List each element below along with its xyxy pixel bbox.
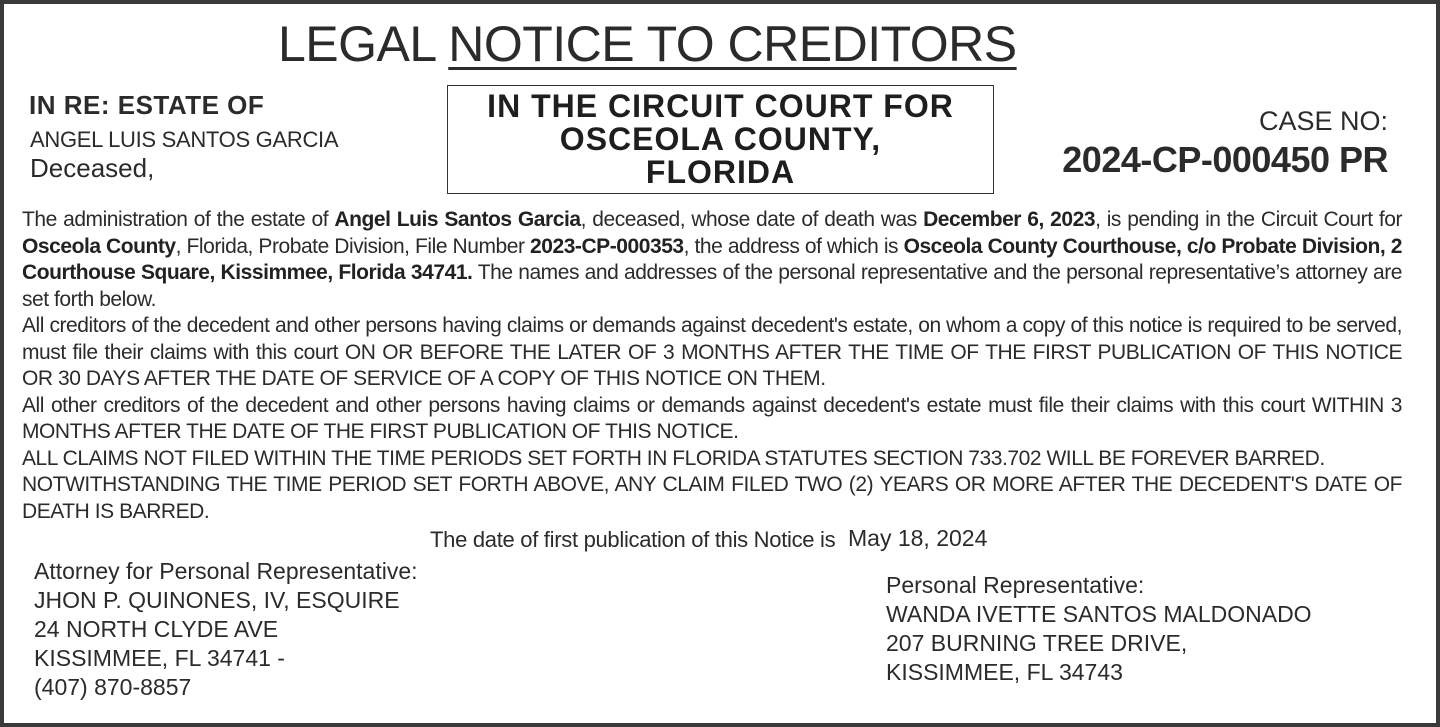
court-name: IN THE CIRCUIT COURT FOR OSCEOLA COUNTY, FLORIDA	[487, 88, 954, 190]
text-span: , deceased, whose date of death was	[580, 208, 924, 231]
title-notice-to-creditors: NOTICE TO CREDITORS	[448, 16, 1017, 72]
date-of-death: December 6, 2023	[923, 208, 1096, 231]
attorney-block	[34, 557, 418, 702]
text-span: , the address of which is	[683, 234, 904, 258]
attorney-city: KISSIMMEE, FL 34741 -	[34, 645, 285, 671]
in-re-label: IN RE: ESTATE OF	[29, 90, 265, 120]
page-title	[278, 16, 1017, 72]
deceased-name: ANGEL LUIS SANTOS GARCIA	[30, 127, 339, 152]
representative-name: WANDA IVETTE SANTOS MALDONADO	[886, 601, 1312, 627]
decedent-name: Angel Luis Santos Garcia	[334, 208, 581, 231]
notice-paragraph-4: ALL CLAIMS NOT FILED WITHIN THE TIME PERIODS SET FORTH IN FLORIDA STATUTES SECTION 733.702 WILL BE FOREVER BARRED.	[22, 446, 1325, 470]
representative-block	[886, 571, 1312, 687]
title-legal: LEGAL	[278, 16, 449, 72]
attorney-heading: Attorney for Personal Representative:	[34, 558, 418, 584]
attorney-street: 24 NORTH CLYDE AVE	[34, 616, 279, 642]
case-number: 2024-CP-000450 PR	[1062, 139, 1388, 180]
text-span: , is pending in the Circuit Court for	[1095, 208, 1402, 231]
notice-paragraph-3: All other creditors of the decedent and other persons having claims or demands against decedent's estate must file their claims with this court WITHIN 3 MONTHS AFTER THE DATE OF THE FIRST PUBLICATION OF THIS NOTICE.	[22, 393, 1402, 443]
text-span: , Florida, Probate Division, File Number	[175, 234, 530, 258]
publication-label: The date of first publication of this Notice is	[430, 527, 836, 552]
notice-paragraph-5: NOTWITHSTANDING THE TIME PERIOD SET FORTH ABOVE, ANY CLAIM FILED TWO (2) YEARS OR MORE AFTER THE DECEDENT'S DATE OF DEATH IS BARRED.	[22, 473, 1402, 523]
attorney-name: JHON P. QUINONES, IV, ESQUIRE	[34, 587, 400, 613]
representative-city: KISSIMMEE, FL 34743	[886, 659, 1123, 685]
text-span: The administration of the estate of	[22, 208, 335, 231]
text-span: The names and addresses of the personal representative and the personal representative’s attorney are set forth below.	[22, 261, 1403, 311]
publication-date: May 18, 2024	[848, 525, 988, 551]
courthouse-address: Osceola County Courthouse, c/o Probate Division, 2 Courthouse Square, Kissimmee, Florida 34741.	[22, 234, 1402, 284]
court-box	[447, 85, 994, 194]
deceased-label: Deceased,	[30, 153, 155, 183]
case-label: CASE NO:	[1258, 106, 1388, 136]
notice-paragraph-1	[22, 207, 1402, 313]
county-name: Osceola County	[22, 234, 176, 258]
file-number: 2023-CP-000353	[530, 234, 684, 258]
notice-paragraph-2: All creditors of the decedent and other persons having claims or demands against decedent's estate, on whom a copy of this notice is required to be served, must file their claims with this court ON OR BEFORE THE LATER OF 3 MONTHS AFTER THE TIME OF THE FIRST PUBLICATION OF THIS NOTICE OR 30 DAYS AFTER THE DATE OF SERVICE OF A COPY OF THIS NOTICE ON THEM.	[22, 314, 1402, 390]
attorney-phone: (407) 870-8857	[34, 674, 192, 700]
representative-street: 207 BURNING TREE DRIVE,	[886, 630, 1188, 656]
representative-heading: Personal Representative:	[886, 572, 1145, 598]
notice-body	[22, 207, 1402, 525]
